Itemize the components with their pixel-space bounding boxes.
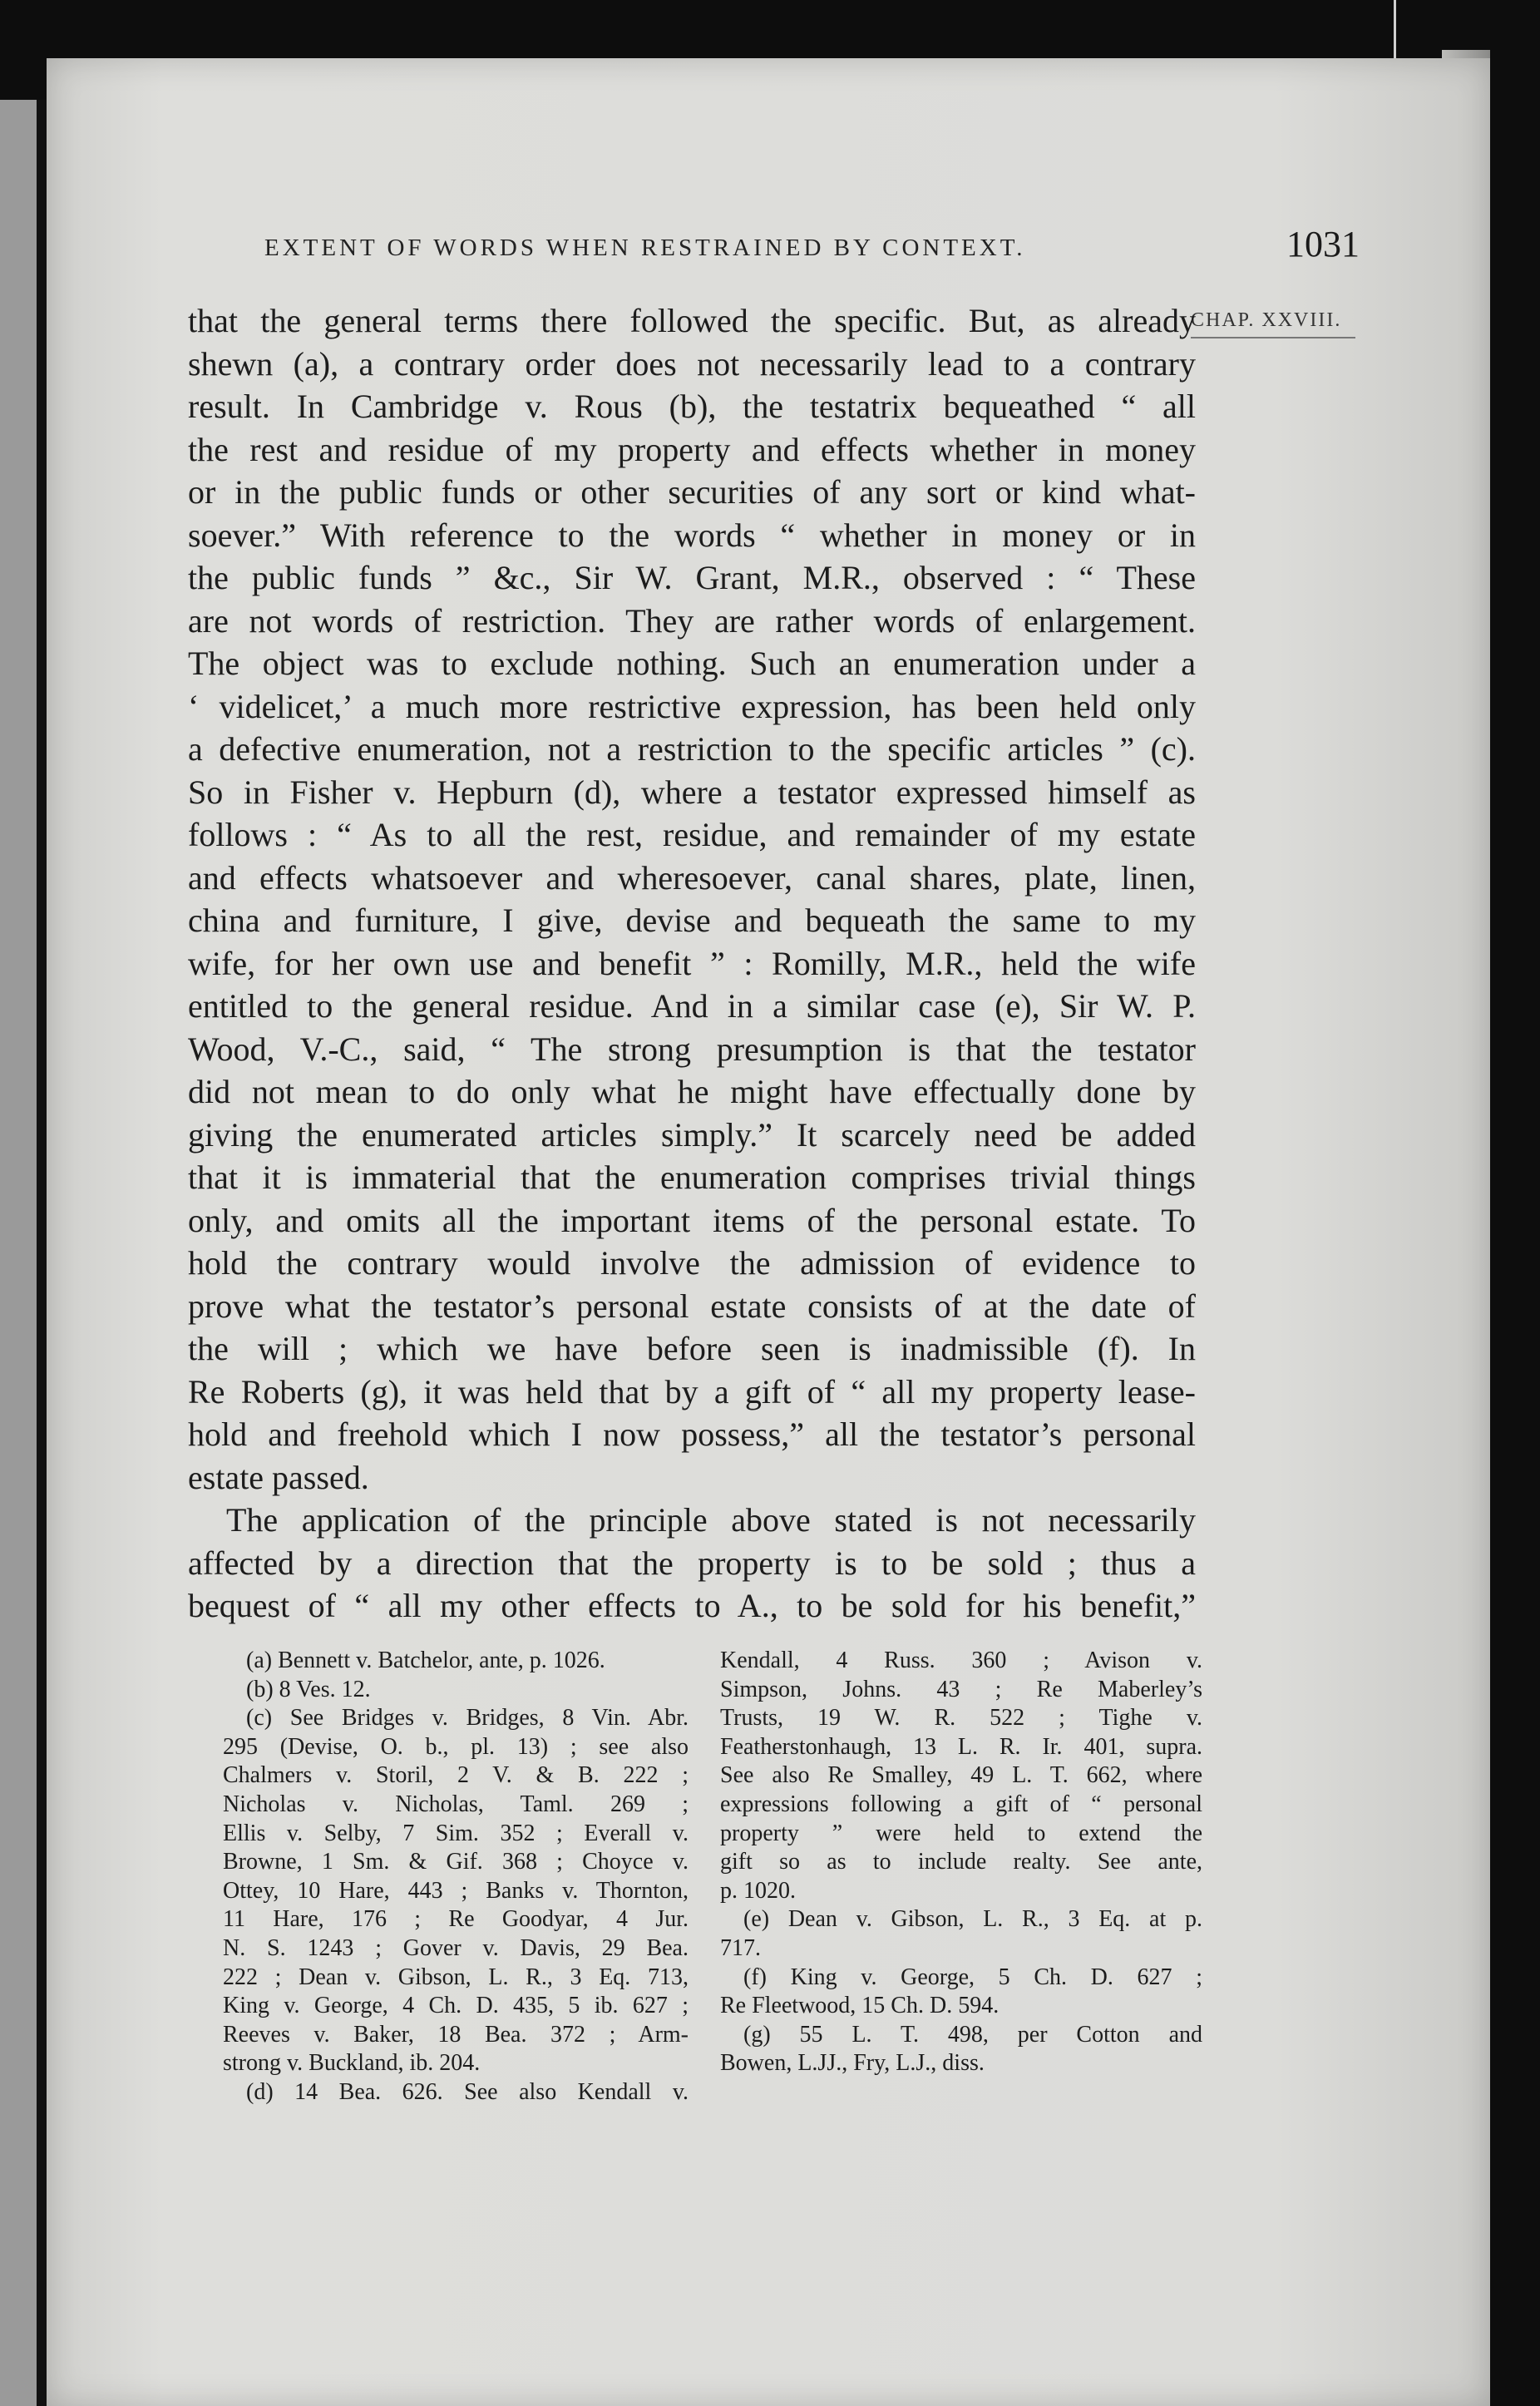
body-line: shewn (a), a contrary order does not necessarily lead to a contrary [188,344,1196,383]
footnote-line: Nicholas v. Nicholas, Taml. 269 ; [223,1791,689,1817]
body-line: follows : “ As to all the rest, residue, and remainder of my estate [188,816,1196,853]
body-line: that the general terms there followed the specific. But, as already [188,302,1196,339]
footnote-line: Bowen, L.JJ., Fry, L.J., diss. [720,2050,985,2077]
body-line: prove what the testator’s personal estate consists of at the date of [188,1287,1196,1325]
footnote-line: (d) 14 Bea. 626. See also Kendall v. [246,2078,689,2105]
footnote-line: (c) See Bridges v. Bridges, 8 Vin. Abr. [246,1705,689,1732]
body-line: entitled to the general residue. And in a similar case (e), Sir W. P. [188,987,1196,1025]
footnote-line: 222 ; Dean v. Gibson, L. R., 3 Eq. 713, [223,1964,689,1990]
body-line: estate passed. [188,1458,369,1496]
body-line: affected by a direction that the property is to be sold ; thus a [188,1544,1196,1582]
body-line: a defective enumeration, not a restriction to the specific articles ” (c). [188,730,1196,768]
footnote-line: (f) King v. George, 5 Ch. D. 627 ; [743,1964,1202,1990]
body-line: the public funds ” &c., Sir W. Grant, M.R., observed : “ These [188,559,1196,596]
body-line: or in the public funds or other securities of any sort or kind what- [188,473,1196,511]
body-line: the rest and residue of my property and effects whether in money [188,430,1196,468]
footnote-line: strong v. Buckland, ib. 204. [223,2050,481,2077]
hair-artifact [1394,0,1396,58]
body-line: hold and freehold which I now possess,” all the testator’s personal [188,1415,1196,1453]
body-line: The object was to exclude nothing. Such an enumeration under a [188,645,1196,682]
footnote-line: Simpson, Johns. 43 ; Re Maberley’s [720,1676,1202,1702]
page-number: 1031 [1286,224,1360,264]
body-line: did not mean to do only what he might have effectually done by [188,1073,1196,1110]
footnote-line: 717. [720,1934,761,1961]
footnote-line: Chalmers v. Storil, 2 V. & B. 222 ; [223,1762,689,1789]
footnote-line: Ottey, 10 Hare, 443 ; Banks v. Thornton, [223,1877,689,1904]
footnote-line: gift so as to include realty. See ante, [720,1849,1202,1875]
footnote-line: Trusts, 19 W. R. 522 ; Tighe v. [720,1705,1202,1732]
footnote-line: Ellis v. Selby, 7 Sim. 352 ; Everall v. [223,1820,689,1846]
footnote-line: Re Fleetwood, 15 Ch. D. 594. [720,1993,1000,2019]
body-line: only, and omits all the important items of the personal estate. To [188,1201,1196,1239]
footnotes-right-column [720,1647,1202,2078]
footnote-line: Browne, 1 Sm. & Gif. 368 ; Choyce v. [223,1849,689,1875]
footnote-line: Kendall, 4 Russ. 360 ; Avison v. [720,1648,1202,1673]
chapter-side-note: CHAP. XXVIII. [1191,309,1355,338]
body-line: bequest of “ all my other effects to A., to be sold for his benefit,” [188,1587,1196,1624]
body-line: Re Roberts (g), it was held that by a gift of “ all my property lease- [188,1372,1196,1410]
footnote-line: Featherstonhaugh, 13 L. R. Ir. 401, supra. [720,1733,1202,1760]
footnote-line: Reeves v. Baker, 18 Bea. 372 ; Arm- [223,2021,689,2048]
body-line: giving the enumerated articles simply.” It scarcely need be added [188,1115,1196,1154]
footnote-line: 295 (Devise, O. b., pl. 13) ; see also [223,1733,689,1760]
body-line: hold the contrary would involve the admission of evidence to [188,1244,1196,1282]
body-line: wife, for her own use and benefit ” : Romilly, M.R., held the wife [188,944,1196,982]
footnote-line: (e) Dean v. Gibson, L. R., 3 Eq. at p. [743,1906,1202,1933]
body-line: china and furniture, I give, devise and bequeath the same to my [188,902,1196,939]
body-line: soever.” With reference to the words “ whether in money or in [188,516,1196,554]
body-line: So in Fisher v. Hepburn (d), where a testator expressed himself as [188,773,1196,811]
body-line: result. In Cambridge v. Rous (b), the testatrix bequeathed “ all [188,388,1196,425]
footnote-line: (a) Bennett v. Batchelor, ante, p. 1026. [246,1648,605,1673]
footnotes-left-column [223,1647,689,2107]
body-line: the will ; which we have before seen is inadmissible (f). In [188,1330,1196,1367]
body-line: ‘ videlicet,’ a much more restrictive expression, has been held only [188,687,1196,725]
footnote-line: (b) 8 Ves. 12. [246,1676,371,1702]
running-head: EXTENT OF WORDS WHEN RESTRAINED BY CONTEXT. [264,235,1026,261]
body-line: that it is immaterial that the enumeration comprises trivial things [188,1159,1196,1196]
body-line: The application of the principle above stated is not necessarily [226,1501,1196,1539]
facing-page-edge [0,100,47,2406]
body-line: and effects whatsoever and wheresoever, canal shares, plate, linen, [188,858,1196,897]
footnote-line: expressions following a gift of “ personal [720,1791,1202,1817]
footnote-line: property ” were held to extend the [720,1820,1202,1846]
footnote-line: King v. George, 4 Ch. D. 435, 5 ib. 627 ; [223,1993,689,2019]
body-text [188,299,1196,1628]
footnote-line: p. 1020. [720,1877,796,1904]
footnote-line: (g) 55 L. T. 498, per Cotton and [743,2021,1202,2048]
footnote-line: See also Re Smalley, 49 L. T. 662, where [720,1762,1202,1789]
body-line: Wood, V.-C., said, “ The strong presumption is that the testator [188,1030,1196,1068]
footnote-line: 11 Hare, 176 ; Re Goodyar, 4 Jur. [223,1906,689,1933]
body-line: are not words of restriction. They are rather words of enlargement. [188,601,1196,640]
footnote-line: N. S. 1243 ; Gover v. Davis, 29 Bea. [223,1934,689,1961]
